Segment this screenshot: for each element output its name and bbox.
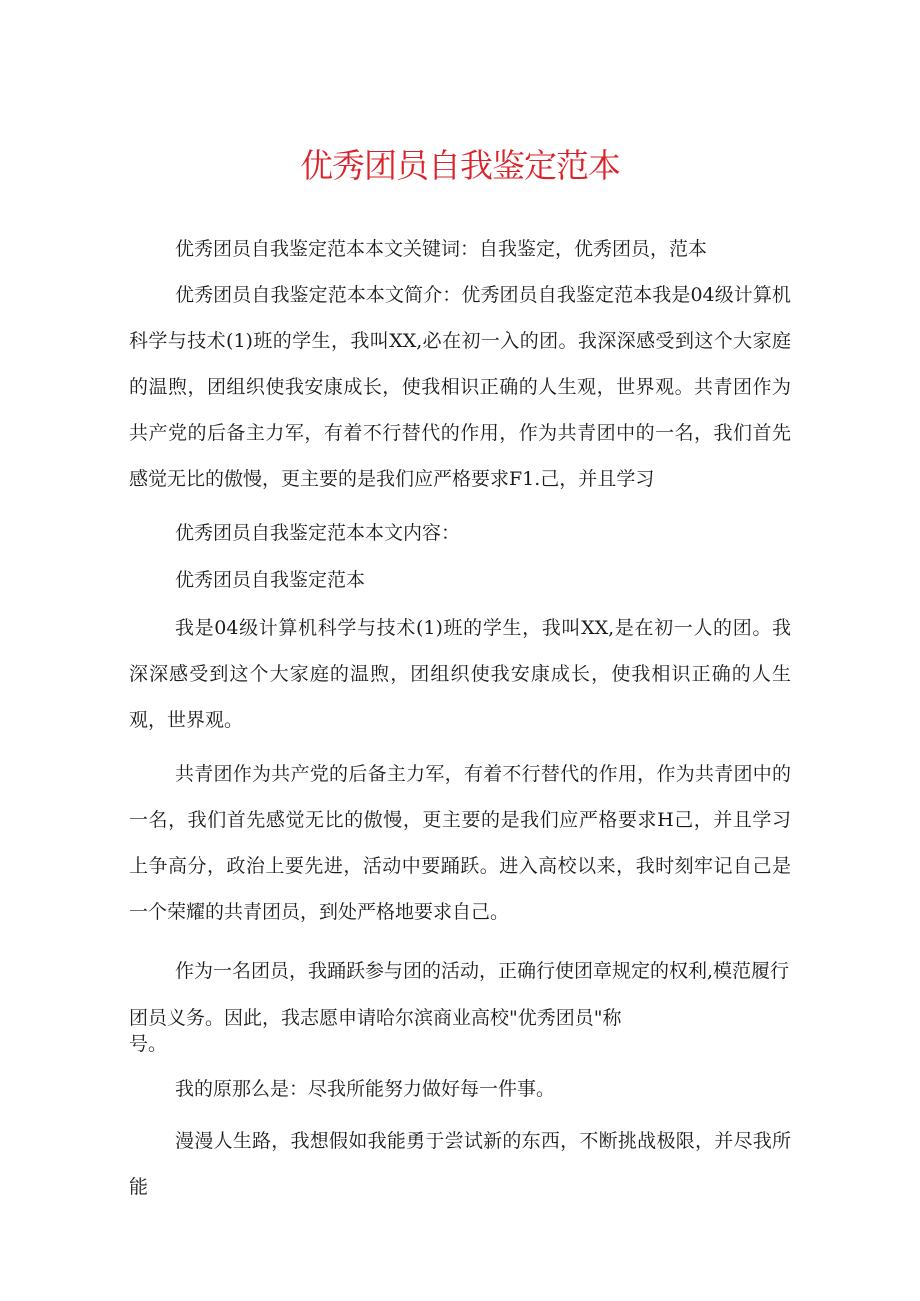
section-subtitle: 优秀团员自我鉴定范本 — [175, 569, 366, 591]
body-paragraph-4: 漫漫人生路，我想假如我能勇于尝试新的东西，不断挑战极限，并尽我所能 — [129, 1130, 791, 1198]
body-paragraph-3-line-3: 号。 — [129, 1033, 168, 1055]
content-label: 优秀团员自我鉴定范本本文内容： — [175, 522, 461, 544]
body-paragraph-2: 共青团作为共产党的后备主力军，有着不行替代的作用，作为共青团中的一名，我们首先感觉无比的傲慢，更主要的是我们应严格要求H己，并且学习上争高分，政治上要先进，活动中要踊跃。进入高校以来，我时刻牢记自己是一个荣耀的共青团员，到处严格地要求自己。 — [129, 763, 791, 923]
body-paragraph-3-line-2: 团员义务。因此，我志愿申请哈尔滨商业高校"优秀团员"称 — [129, 1007, 622, 1029]
body-paragraph-1: 我是04级计算机科学与技术(1)班的学生，我叫XX,是在初一人的团。我深深感受到这个大家庭的温煦，团组织使我安康成长，使我相识正确的人生观，世界观。 — [129, 617, 791, 731]
keywords-paragraph: 优秀团员自我鉴定范本本文关键词：自我鉴定，优秀团员，范本 — [175, 238, 708, 260]
principle-paragraph: 我的原那么是：尽我所能努力做好每一件事。 — [175, 1078, 556, 1100]
body-paragraph-3-line-1: 作为一名团员，我踊跃参与团的活动，正确行使团章规定的权利,模范履行 — [175, 960, 790, 982]
summary-paragraph: 优秀团员自我鉴定范本本文简介：优秀团员自我鉴定范本我是04级计算机科学与技术(1)班的学生，我叫XX,必在初一入的团。我深深感受到这个大家庭的温煦，团组织使我安康成长，使我相识正确的人生观，世界观。共青团作为共产党的后备主力军，有着不行替代的作用，作为共青团中的一名，我们首先感觉无比的傲慢，更主要的是我们应严格要求F1.己，并且学习 — [129, 284, 791, 490]
page-title: 优秀团员自我鉴定范本 — [300, 146, 620, 185]
